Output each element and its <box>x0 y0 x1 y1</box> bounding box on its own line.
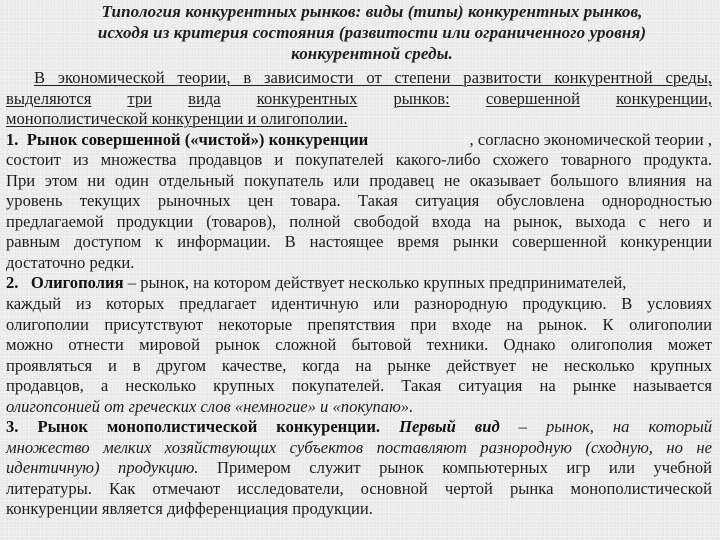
intro-paragraph <box>6 68 712 130</box>
section-heading-tail: – рынок, на котором действует несколько крупных предпринимателей, <box>123 273 627 293</box>
intro-word: выделяются <box>6 88 92 108</box>
paragraph-line-italic: олигопсонией от греческих слов «немногие» и «покупаю». <box>6 396 414 416</box>
italic-bold-lead: Первый вид <box>399 417 500 437</box>
section-number: 1. <box>6 129 19 149</box>
intro-word: вида <box>188 88 221 108</box>
title-line: исходя из критерия состояния (развитости или ограниченного уровня) <box>97 23 647 42</box>
intro-word: конкурентных <box>256 88 358 108</box>
section-heading: Рынок монополистической конкуренции. <box>37 417 381 437</box>
paragraph-line: проявляться и в другом качестве, когда на рынке действует не несколько крупных <box>6 355 712 375</box>
paragraph-line: состоит из множества продавцов и покупателей какого-либо схожего товарного продукта. <box>6 150 712 170</box>
section-number: 2. <box>6 273 19 293</box>
section-heading-tail: , согласно экономической теории , <box>469 129 712 149</box>
paragraph-line-italic: множество мелких хозяйствующих субъектов поставляют разнородную (сходную, но не <box>6 437 712 457</box>
intro-word: конкуренции, <box>616 88 712 108</box>
paragraph-line: можно отнести мировой рынок сложной бытовой техники. Однако олигополия может <box>6 335 712 355</box>
section-heading-line <box>6 130 712 151</box>
title-line: Типология конкурентных рынков: виды (типы) конкурентных рынков, <box>101 2 643 21</box>
section-heading-line <box>6 417 712 438</box>
paragraph-line: литературы. Как отмечают исследователи, основной чертой рынка монополистической <box>6 478 712 498</box>
intro-word: рынков: <box>393 88 450 108</box>
intro-line <box>6 109 712 130</box>
section-oligopoly <box>6 273 712 417</box>
intro-line <box>6 89 712 110</box>
intro-line <box>6 68 712 89</box>
paragraph-line: каждый из которых предлагает идентичную или разнородную продукцию. В условиях <box>6 294 712 314</box>
paragraph-line: достаточно редки. <box>6 252 135 272</box>
paragraph-line: равным доступом к информации. В настоящее время рынки совершенной конкуренции <box>6 232 712 252</box>
intro-text: монополистической конкуренции и олигополии. <box>6 109 348 129</box>
paragraph-line: При этом ни один отдельный покупатель или продавец не оказывает большого влияния на <box>6 170 712 190</box>
section-heading: Рынок совершенной («чистой») конкуренции <box>26 129 369 149</box>
document-title <box>60 1 684 64</box>
intro-word: три <box>127 88 153 108</box>
intro-text: В экономической теории, в зависимости от степени развитости конкурентной среды, <box>34 68 712 87</box>
paragraph-line: конкуренции является дифференциация продукции. <box>6 499 373 519</box>
intro-word: совершенной <box>485 88 580 108</box>
section-monopolistic-competition <box>6 417 712 520</box>
title-line: конкурентной среды. <box>291 44 453 63</box>
line-rest: Примером служит рынок компьютерных игр или учебной <box>198 458 712 478</box>
section-heading-line <box>6 273 712 294</box>
italic-tail: – рынок, на который <box>499 417 712 437</box>
section-perfect-competition <box>6 130 712 274</box>
paragraph-line: предлагаемой продукции (товаров), полной свободой входа на рынок, выхода с него и <box>6 211 712 231</box>
paragraph-line: продавцов, а несколько крупных покупателей. Такая ситуация на рынке называется <box>6 376 712 396</box>
paragraph-line <box>6 458 712 479</box>
italic-start: идентичную) продукцию. <box>6 458 199 478</box>
section-heading: Олигополия <box>30 273 124 293</box>
paragraph-line: олигополии присутствуют некоторые препятствия при входе на рынок. К олигополии <box>6 314 712 334</box>
paragraph-line: уровень текущих рыночных цен товара. Такая ситуация обусловлена однородностью <box>6 191 712 211</box>
document-body <box>6 68 712 520</box>
section-number: 3. <box>6 417 19 437</box>
